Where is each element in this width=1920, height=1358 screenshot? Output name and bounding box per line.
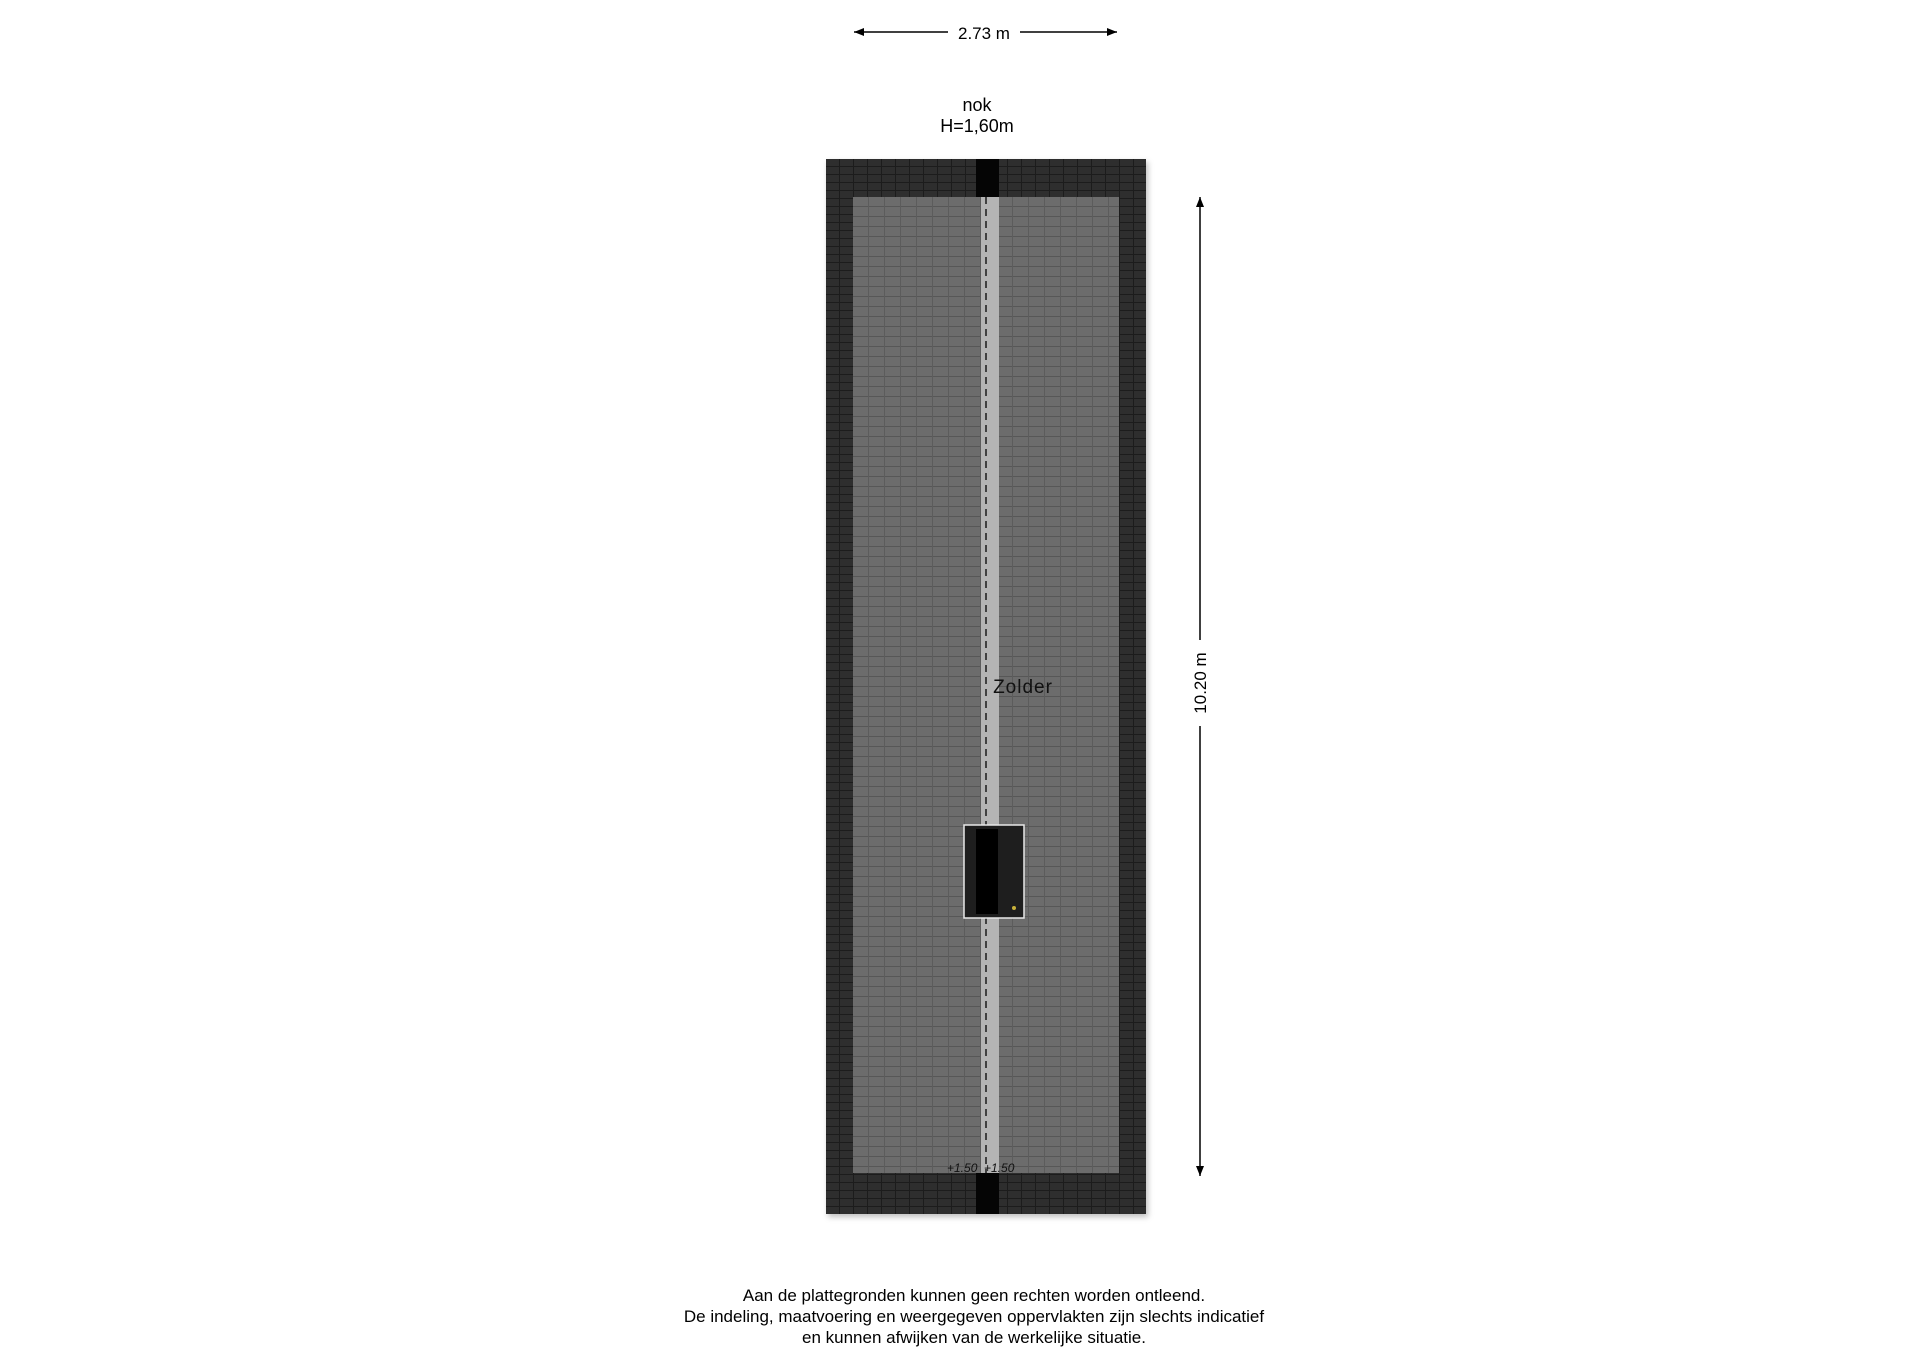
level-marker-left: +1.50 <box>947 1161 978 1175</box>
ridge-annotation <box>940 95 1014 136</box>
ridge-cap-bottom <box>976 1173 999 1214</box>
room-label-zolder: Zolder <box>993 677 1053 698</box>
disclaimer-line-2: De indeling, maatvoering en weergegeven oppervlakten zijn slechts indicatief <box>683 1307 1265 1326</box>
ridge-label: nok <box>962 95 992 115</box>
disclaimer-line-1: Aan de plattegronden kunnen geen rechten worden ontleend. <box>742 1286 1206 1305</box>
height-dimension <box>1191 197 1210 1176</box>
disclaimer <box>684 1286 1265 1347</box>
level-marker-right: +1.50 <box>984 1161 1015 1175</box>
roof-hatch-opening <box>976 829 998 914</box>
ridge-height-label: H=1,60m <box>940 116 1014 136</box>
roof-hatch <box>964 825 1024 918</box>
ridge-cap-top <box>976 159 999 197</box>
height-dimension-label: 10.20 m <box>1191 652 1210 714</box>
width-dimension <box>854 24 1117 43</box>
disclaimer-line-3: en kunnen afwijken van de werkelijke situatie. <box>802 1328 1146 1347</box>
roof-plan <box>826 159 1146 1214</box>
width-dimension-label: 2.73 m <box>958 24 1010 43</box>
roof-hatch-handle <box>1012 906 1016 910</box>
